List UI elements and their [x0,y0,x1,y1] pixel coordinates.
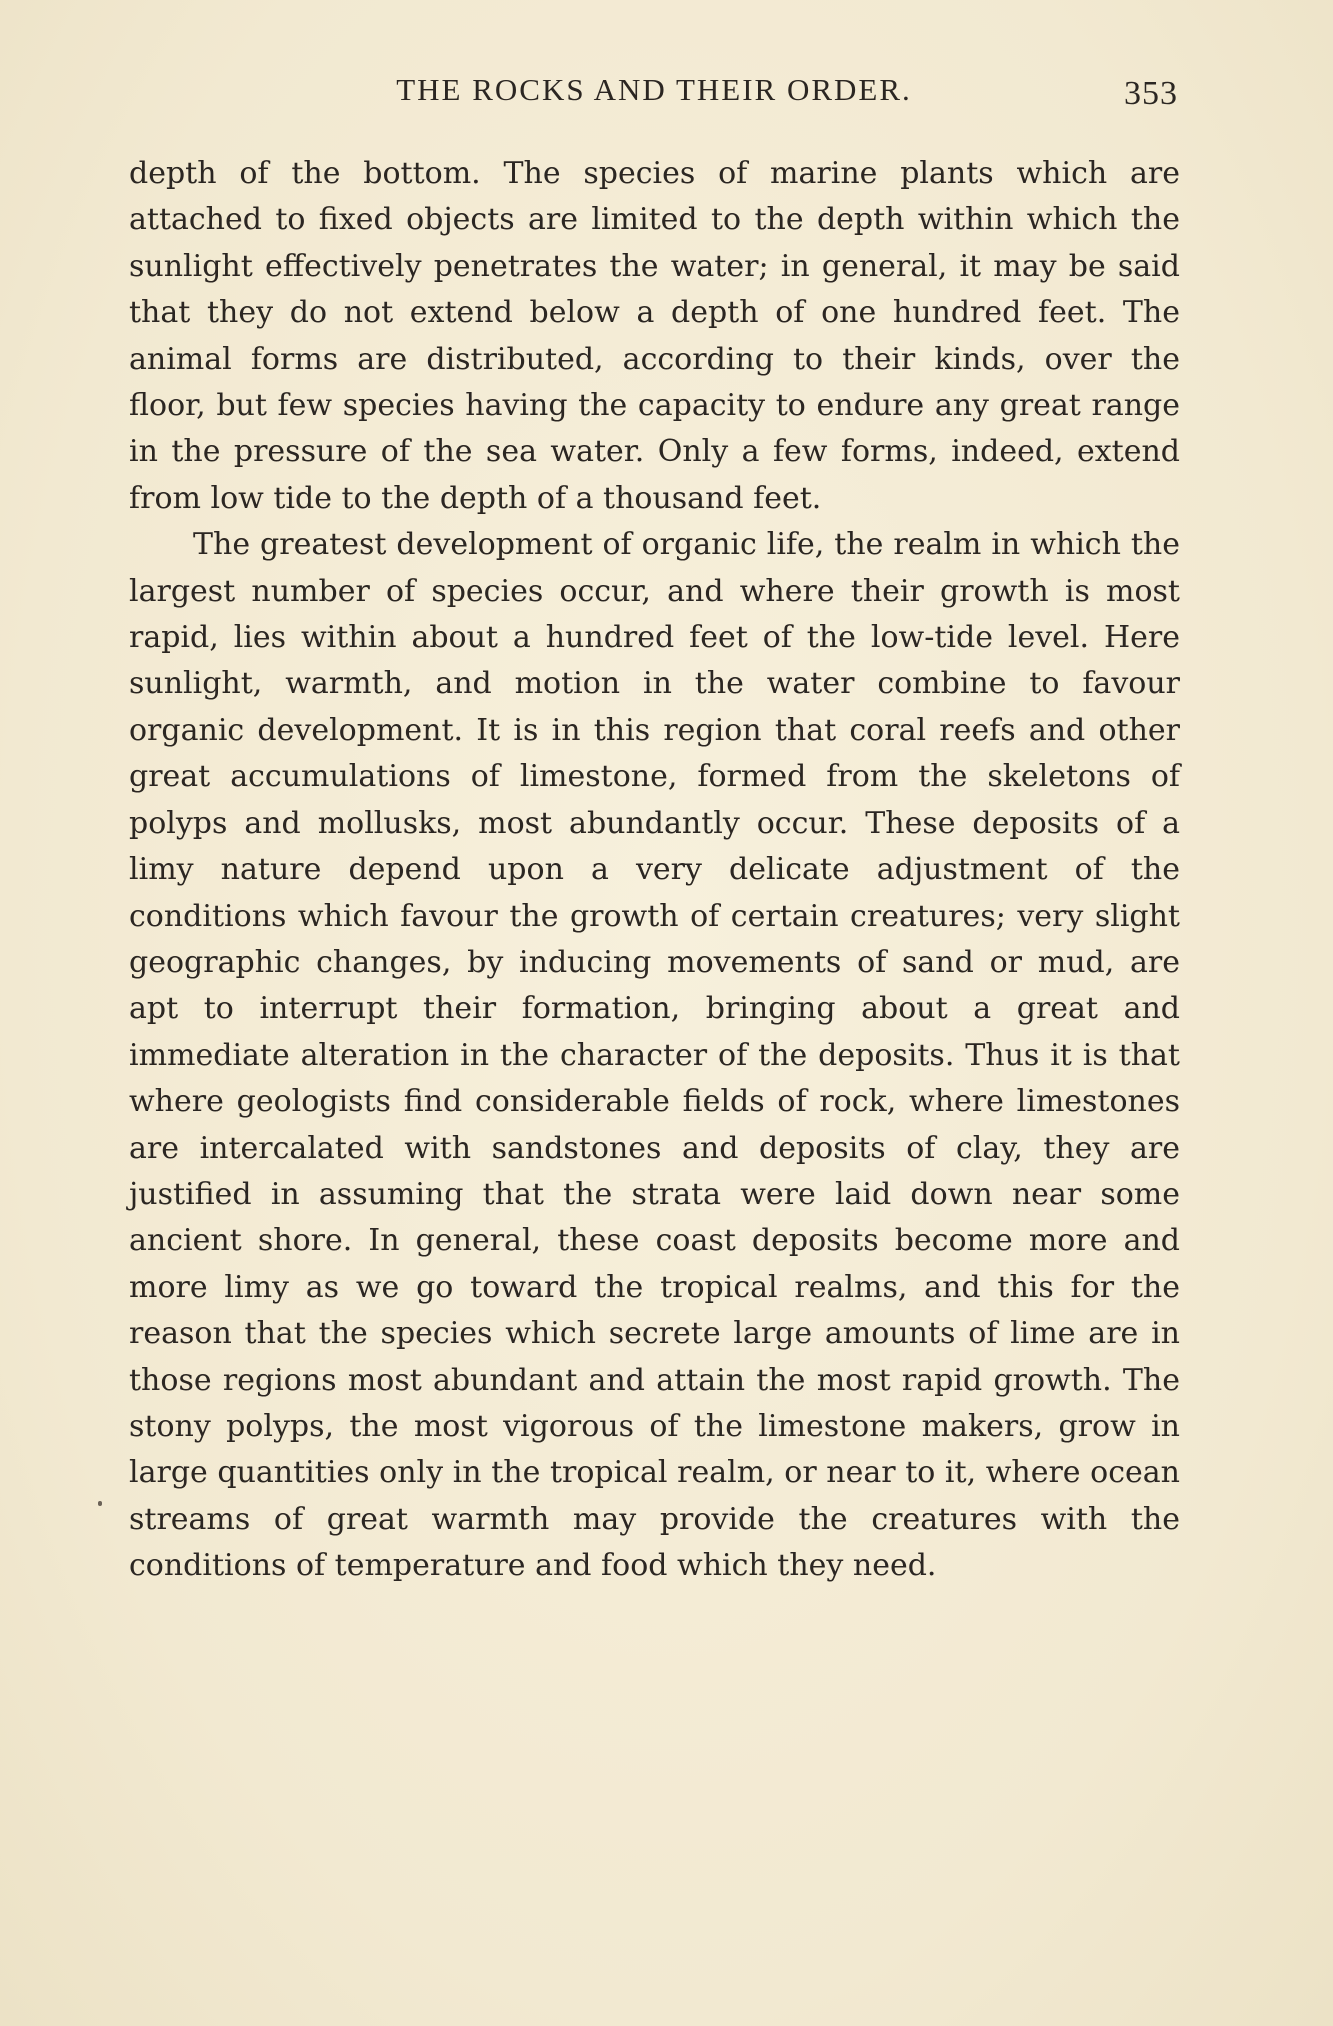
body-text [129,151,1180,1590]
paragraph: The greatest development of organic life, the realm in which the largest number of species occur, and where their growth is most rapid, lies within about a hundred feet of the low-tide level. Here sunlight, warmth, and motion in the water combine to favour organic development. It is in this region that coral reefs and other great accumulations of limestone, formed from the skeletons of polyps and mollusks, most abundantly occur. These deposits of a limy nature depend upon a very delicate adjustment of the conditions which favour the growth of certain creatures; very slight geographic changes, by inducing movements of sand or mud, are apt to interrupt their formation, bringing about a great and immediate alteration in the character of the deposits. Thus it is that where geologists find considerable fields of rock, where limestones are intercalated with sandstones and deposits of clay, they are justified in assuming that the strata were laid down near some ancient shore. In general, these coast deposits become more and more limy as we go toward the tropical realms, and this for the reason that the species which secrete large amounts of lime are in those regions most abundant and attain the most rapid growth. The stony polyps, the most vigorous of the limestone makers, grow in large quantities only in the tropical realm, or near to it, where ocean streams of great warmth may provide the creatures with the conditions of temperature and food which they need. [129,527,1180,1584]
running-head [130,70,1178,120]
ink-speck [98,1501,102,1506]
page-number: 353 [1124,75,1178,112]
paragraph-continued: depth of the bottom. The species of marine plants which are attached to fixed objects are limited to the depth within which the sunlight effectively penetrates the water; in general, it may be said that they do not extend below a depth of one hundred feet. The animal forms are distributed, according to their kinds, over the floor, but few species having the capacity to endure any great range in the pressure of the sea water. Only a few forms, indeed, extend from low tide to the depth of a thousand feet. [129,156,1180,516]
running-title: THE ROCKS AND THEIR ORDER. [396,72,912,107]
